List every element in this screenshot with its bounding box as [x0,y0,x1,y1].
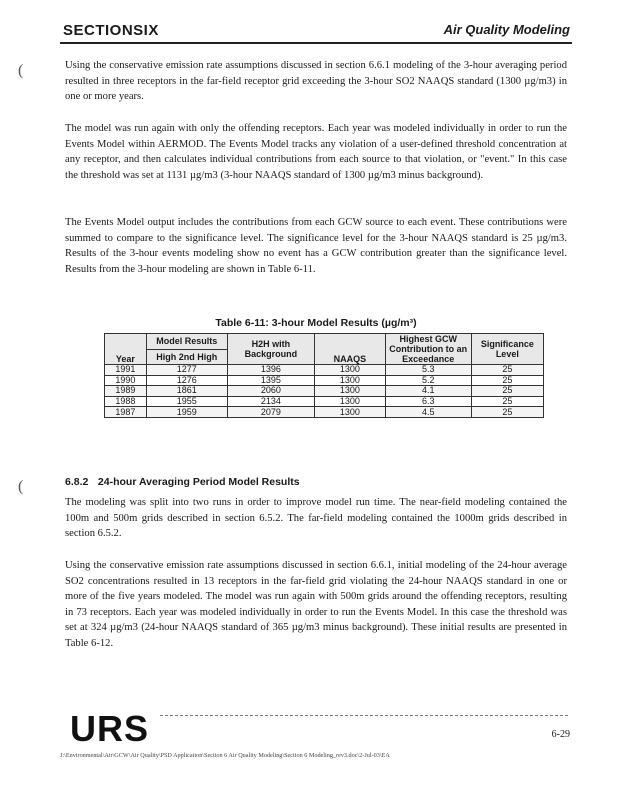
urs-logo: URS [70,708,150,749]
results-table [104,333,544,418]
page-number: 6-29 [551,729,570,740]
cell-significance: 25 [471,407,543,418]
cell-naaqs: 1300 [315,396,386,407]
table-row [105,365,544,376]
cell-h2h: 1959 [146,407,227,418]
cell-naaqs: 1300 [315,386,386,397]
col-h2h: High 2nd High [146,349,227,365]
cell-naaqs: 1300 [315,365,386,376]
cell-year: 1991 [105,365,147,376]
margin-mark: ( [18,478,24,495]
cell-year: 1990 [105,375,147,386]
col-model-results: Model Results [146,334,227,350]
section-heading [65,476,300,488]
cell-year: 1987 [105,407,147,418]
cell-year: 1989 [105,386,147,397]
section-label: SECTIONSIX [63,22,159,39]
col-background: H2H with Background [227,334,314,365]
cell-naaqs: 1300 [315,375,386,386]
cell-background: 2060 [227,386,314,397]
col-gcw: Highest GCW Contribution to an Exceedance [385,334,471,365]
table-row [105,407,544,418]
cell-background: 1396 [227,365,314,376]
footer-path: J:\Environmental\Air\GCW\Air Quality\PSD Application\Section 6 Air Quality Modeling\Section 6 Modeling_rev3.doc\2-Jul-03\EA [60,752,390,759]
col-year: Year [105,334,147,365]
cell-background: 2079 [227,407,314,418]
section-heading-number: 6.8.2 [65,476,89,488]
cell-year: 1988 [105,396,147,407]
margin-mark: ( [18,62,24,79]
cell-significance: 25 [471,375,543,386]
cell-significance: 25 [471,396,543,407]
table-row [105,375,544,386]
paragraph-3: The Events Model output includes the contributions from each GCW source to each event. These contributions were summed to compare to the significance level. The significance level for the 3-hour NAAQS standard is 25 µg/m3. Results of the 3-hour events modeling show no event has a GCW contribution greater than the significance level. Results from the 3-hour modeling are shown in Table 6-11. [65,217,567,275]
paragraph-2: The model was run again with only the offending receptors. Each year was modeled individually in order to run the Events Model within AERMOD. The Events Model tracks any violation of a user-defined threshold concentration at any receptor, and then calculates individual contributions from each source to that violation, or "event." In this case the threshold was set at 1131 µg/m3 (3-hour NAAQS standard of 1300 µg/m3 minus background). [65,123,567,181]
paragraph-4: The modeling was split into two runs in order to improve model run time. The near-field modeling contained the 100m and 500m grids described in section 6.5.2. The far-field modeling contained the 1000m grids described in section 6.5.2. [65,497,567,540]
cell-naaqs: 1300 [315,407,386,418]
table-caption: Table 6-11: 3-hour Model Results (µg/m³) [215,317,417,329]
cell-gcw: 6.3 [385,396,471,407]
cell-background: 1395 [227,375,314,386]
cell-h2h: 1276 [146,375,227,386]
cell-gcw: 5.2 [385,375,471,386]
cell-gcw: 4.5 [385,407,471,418]
cell-gcw: 5.3 [385,365,471,376]
cell-significance: 25 [471,386,543,397]
section-title: Air Quality Modeling [443,22,570,37]
paragraph-1: Using the conservative emission rate assumptions discussed in section 6.6.1 modeling of the 3-hour averaging period resulted in three receptors in the far-field receptor grid exceeding the 3-hour SO2 NAAQS standard (1300 µg/m3) in one or more years. [65,60,567,103]
col-significance: Significance Level [471,334,543,365]
cell-gcw: 4.1 [385,386,471,397]
footer-rule [160,715,568,716]
cell-background: 2134 [227,396,314,407]
cell-h2h: 1955 [146,396,227,407]
col-naaqs: NAAQS [315,334,386,365]
section-heading-title: 24-hour Averaging Period Model Results [97,476,300,488]
cell-significance: 25 [471,365,543,376]
table-row [105,386,544,397]
header-rule [60,42,572,44]
paragraph-5: Using the conservative emission rate assumptions discussed in section 6.6.1, initial modeling of the 24-hour average SO2 concentrations resulted in 13 receptors in the far-field grid violating the 24-hour NAAQS standard in one or more of the five years modeled. The model was run again with 500m grids around the offending receptors, resulting in 73 receptors. Each year was modeled individually in order to run the Events Model. In this case the threshold was set at 324 µg/m3 (24-hour NAAQS standard of 365 µg/m3 minus background). These initial results are presented in Table 6-12. [65,560,567,649]
table-row [105,396,544,407]
cell-h2h: 1277 [146,365,227,376]
cell-h2h: 1861 [146,386,227,397]
